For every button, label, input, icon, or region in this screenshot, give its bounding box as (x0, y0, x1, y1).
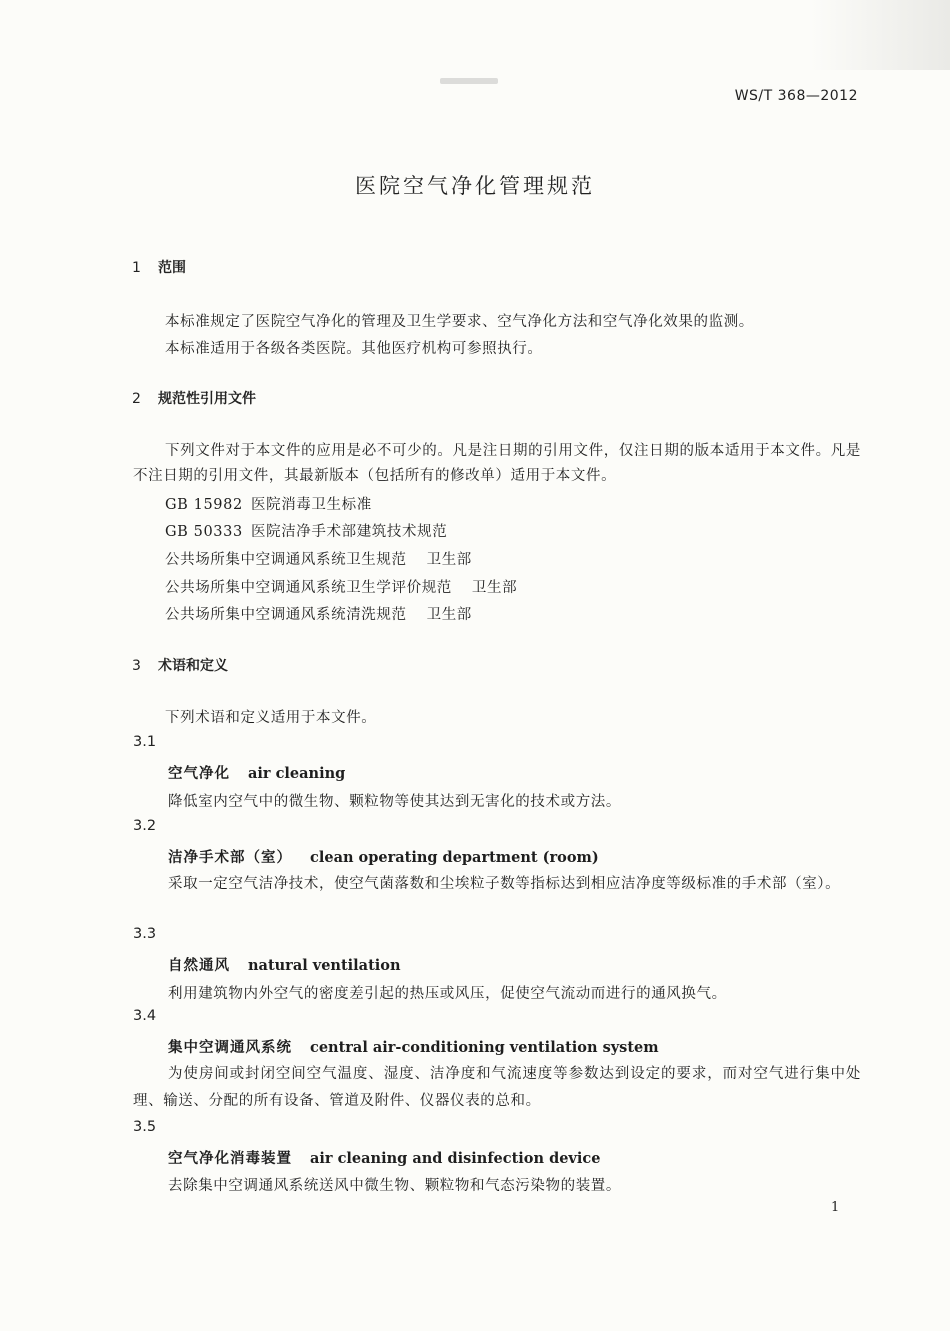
reference-name: 公共场所集中空调通风系统卫生学评价规范 (165, 580, 452, 596)
reference-issuer: 卫生部 (426, 552, 472, 568)
term-number: 3.5 (133, 1119, 157, 1135)
term-name-en: air cleaning and disinfection device (310, 1150, 601, 1167)
section-heading (132, 388, 256, 408)
term-definition: 利用建筑物内外空气的密度差引起的热压或风压，促使空气流动而进行的通风换气。 (168, 986, 727, 1002)
reference-name: 医院消毒卫生标准 (251, 497, 372, 513)
document-title: 医院空气净化管理规范 (355, 174, 595, 198)
reference-item (165, 603, 472, 624)
term-name (168, 1147, 600, 1168)
section-heading (132, 655, 228, 675)
term-definition: 为使房间或封闭空间空气温度、湿度、洁净度和气流速度等参数达到设定的要求，而对空气进行集中处理、输送、分配的所有设备、管道及附件、仪器仪表的总和。 (133, 1066, 861, 1109)
standard-code: WS/T 368—2012 (734, 88, 858, 104)
term-name-en: central air-conditioning ventilation system (310, 1039, 659, 1056)
reference-code: GB 50333 (165, 524, 243, 540)
term-number: 3.2 (133, 818, 157, 834)
section-number: 3 (132, 658, 141, 674)
term-name-cn: 空气净化消毒装置 (168, 1151, 292, 1167)
page-number: 1 (831, 1200, 840, 1215)
term-name-en: clean operating department (room) (310, 849, 599, 866)
term-definition: 去除集中空调通风系统送风中微生物、颗粒物和气态污染物的装置。 (168, 1178, 621, 1194)
term-definition: 降低室内空气中的微生物、颗粒物等使其达到无害化的技术或方法。 (168, 794, 621, 810)
term-name-en: air cleaning (248, 765, 346, 782)
section-heading (132, 257, 186, 277)
paragraph: 下列文件对于本文件的应用是必不可少的。凡是注日期的引用文件，仅注日期的版本适用于本文件。凡是不注日期的引用文件，其最新版本（包括所有的修改单）适用于本文件。 (133, 443, 861, 484)
section-number: 1 (132, 260, 141, 276)
scan-shadow (810, 0, 950, 70)
paragraph: 下列术语和定义适用于本文件。 (165, 710, 377, 726)
term-name (168, 846, 599, 867)
scan-artifact (440, 78, 498, 84)
reference-issuer: 卫生部 (471, 580, 518, 596)
reference-name: 公共场所集中空调通风系统清洗规范 (165, 607, 407, 623)
reference-name: 公共场所集中空调通风系统卫生规范 (165, 552, 407, 568)
reference-issuer: 卫生部 (426, 607, 472, 623)
section-title: 范围 (158, 260, 186, 276)
reference-item (165, 576, 517, 597)
section-title: 术语和定义 (158, 658, 228, 674)
section-number: 2 (132, 391, 141, 407)
term-name-cn: 集中空调通风系统 (168, 1040, 292, 1056)
term-name (168, 762, 345, 783)
reference-item (165, 548, 472, 569)
term-number: 3.1 (133, 734, 157, 750)
term-name (168, 1036, 659, 1057)
term-name-cn: 空气净化 (168, 766, 230, 782)
paragraph: 本标准适用于各级各类医院。其他医疗机构可参照执行。 (165, 341, 543, 357)
term-name-en: natural ventilation (248, 957, 401, 974)
section-title: 规范性引用文件 (158, 391, 256, 407)
term-name-cn: 洁净手术部（室） (168, 850, 292, 866)
term-number: 3.4 (133, 1008, 157, 1024)
term-definition: 采取一定空气洁净技术，使空气菌落数和尘埃粒子数等指标达到相应洁净度等级标准的手术部（室）。 (168, 876, 841, 892)
term-name-cn: 自然通风 (168, 958, 230, 974)
reference-item (165, 520, 447, 541)
reference-item (165, 493, 372, 514)
paragraph: 本标准规定了医院空气净化的管理及卫生学要求、空气净化方法和空气净化效果的监测。 (165, 314, 754, 330)
reference-code: GB 15982 (165, 497, 243, 513)
term-name (168, 954, 401, 975)
term-number: 3.3 (133, 926, 157, 942)
reference-name: 医院洁净手术部建筑技术规范 (251, 524, 448, 540)
